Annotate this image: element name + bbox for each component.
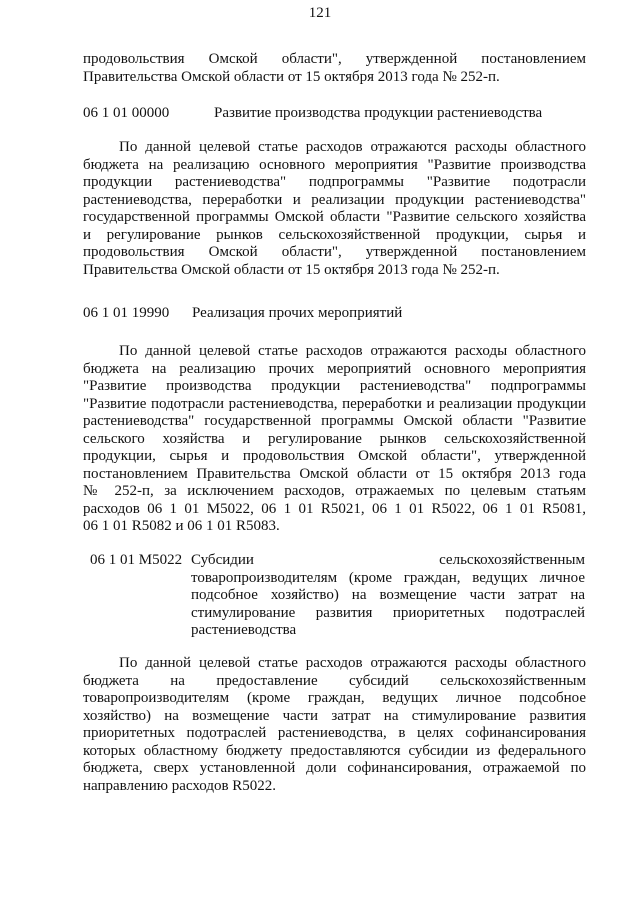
paragraph-line: По данной целевой статье расходов отражаются расходы областного [119,655,586,671]
paragraph-line: бюджета на реализацию прочих мероприятий основного мероприятия [83,360,586,377]
paragraph-line: 06 1 01 R5082 и 06 1 01 R5083. [83,518,280,534]
title-line: товаропроизводителям (кроме граждан, ведущих личное [191,569,585,586]
paragraph-line: бюджета на предоставление субсидий сельскохозяйственным [83,672,586,689]
paragraph-line: бюджета, сверх установленной доли софинансирования, отражаемой по [83,760,586,776]
paragraph-line: продукции, сырья и продовольствия Омской области", утвержденной [83,448,586,464]
section-title [191,552,585,640]
section-paragraph [83,343,586,536]
page-number: 121 [308,5,332,21]
paragraph-line: бюджета на реализацию основного мероприятия "Развитие производства [83,156,586,173]
intro-line: Правительства Омской области от 15 октября 2013 года № 252-п. [83,68,500,85]
section-title: Развитие производства продукции растениеводства [214,105,543,121]
section-paragraph [83,139,586,279]
paragraph-line: растениеводства" государственной программы Омской области "Развитие [83,413,586,429]
paragraph-line: и регулирование рынков сельскохозяйственной продукции, сырья и [83,226,586,243]
paragraph-line: № 252-п, за исключением расходов, отражаемых по целевым статьям [83,483,586,499]
paragraph-line: которых областному бюджету предоставляются субсидии из федерального [83,742,586,759]
paragraph-line: государственной программы Омской области "Развитие сельского хозяйства [83,209,586,225]
section-code: 06 1 01 19990 [83,305,170,321]
paragraph-line: направлению расходов R5022. [83,777,277,794]
paragraph-line: хозяйство) на возмещение части затрат на стимулирование развития [83,707,586,724]
paragraph-line: товаропроизводителям (кроме граждан, ведущих личное подсобное [83,690,586,706]
paragraph-line: "Развитие подотрасли растениеводства, переработки и реализации продукции [83,395,586,412]
section-title: Реализация прочих мероприятий [192,305,403,321]
paragraph-line: Правительства Омской области от 15 октября 2013 года № 252-п. [83,261,500,278]
paragraph-line: продукции растениеводства" подпрограммы "Развитие подотрасли [83,174,586,190]
paragraph-line: сельского хозяйства и регулирование рынков сельскохозяйственной [83,430,586,447]
paragraph-line: расходов 06 1 01 М5022, 06 1 01 R5021, 06 1 01 R5022, 06 1 01 R5081, [83,500,586,517]
paragraph-line: По данной целевой статье расходов отражаются расходы областного [119,343,586,359]
title-line: Субсидии сельскохозяйственным [191,552,585,568]
paragraph-line: приоритетных подотраслей растениеводства, в целях софинансирования [83,725,586,741]
intro-paragraph [83,51,586,86]
section-paragraph [83,655,586,795]
section-code: 06 1 01 00000 [83,105,170,121]
intro-line: продовольствия Омской области", утвержденной постановлением [83,51,586,67]
paragraph-line: "Развитие производства продукции растениеводства" подпрограммы [83,378,586,394]
section-code: 06 1 01 М5022 [90,552,183,568]
paragraph-line: По данной целевой статье расходов отражаются расходы областного [119,139,586,155]
title-line: растениеводства [191,622,297,638]
paragraph-line: постановлением Правительства Омской области от 15 октября 2013 года [83,465,586,482]
title-line: подсобное хозяйство) на возмещение части затрат на [191,587,585,603]
paragraph-line: продовольствия Омской области", утвержденной постановлением [83,244,586,260]
title-line: стимулирование развития приоритетных подотраслей [191,604,585,621]
paragraph-line: растениеводства, переработки и реализации продукции растениеводства" [83,191,586,208]
